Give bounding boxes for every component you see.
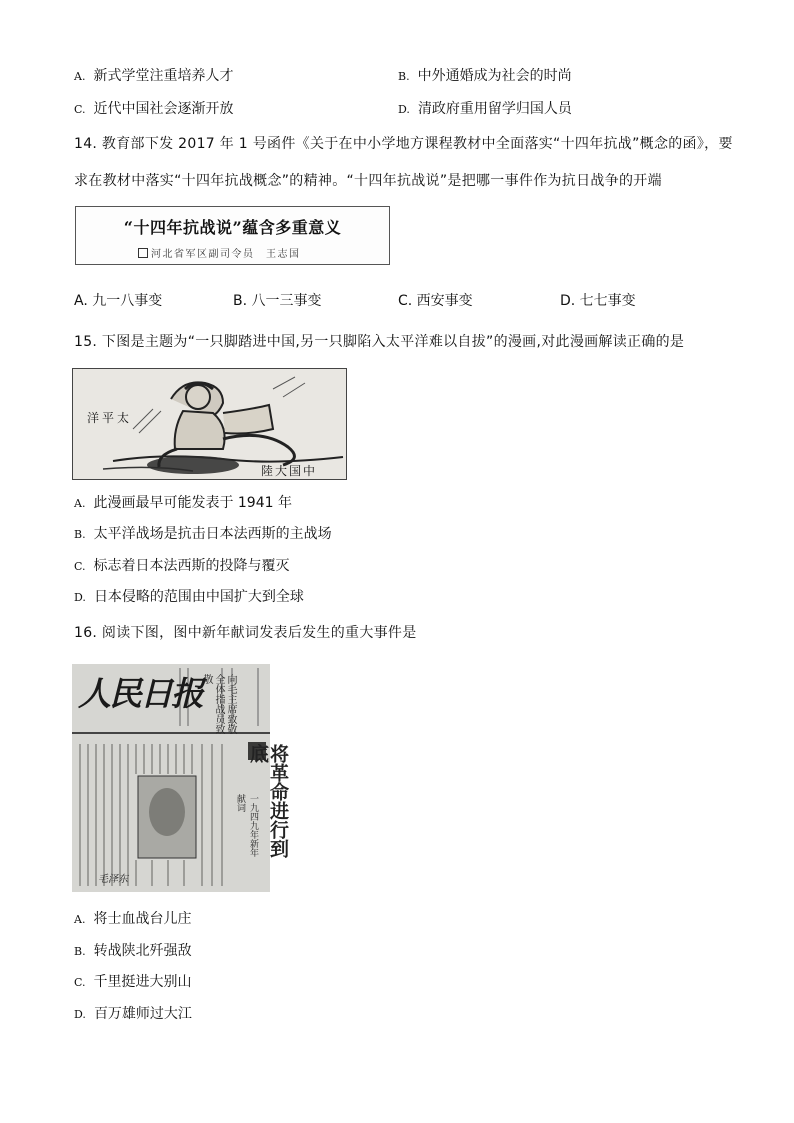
option-text: 百万雄师过大江	[93, 1006, 192, 1022]
q15-cartoon	[72, 368, 347, 480]
q15-option-d	[74, 588, 304, 607]
newspaper-signature: 毛泽东	[98, 874, 128, 885]
q14-option-a: A. 九一八事变	[74, 293, 163, 309]
option-text: 千里挺进大别山	[93, 974, 192, 990]
clipping-byline	[138, 245, 301, 260]
option-key: A.	[74, 497, 86, 510]
q16-option-c	[74, 973, 192, 992]
option-key: C.	[74, 103, 86, 116]
option-text: 新式学堂注重培养人才	[93, 68, 234, 84]
q13-option-a	[74, 67, 233, 86]
option-key: B.	[74, 945, 86, 958]
cartoon-label-china: 陸大国中	[261, 464, 318, 478]
option-text: 清政府重用留学归国人员	[417, 101, 572, 117]
q13-option-d	[398, 100, 572, 119]
q13-option-c	[74, 100, 234, 119]
byline-text: 河北省军区副司令员 王志国	[151, 249, 301, 260]
newspaper-masthead: 人民日报	[78, 674, 202, 713]
q16-option-b	[74, 942, 192, 961]
option-key: A.	[74, 913, 86, 926]
option-text: 此漫画最早可能发表于 1941 年	[93, 495, 292, 511]
option-key: D.	[398, 103, 410, 116]
newspaper-subhead: 一九四九年新年献词	[235, 794, 258, 857]
q16-stem: 16. 阅读下图，图中新年献词发表后发生的重大事件是	[74, 625, 417, 641]
q15-stem: 15. 下图是主题为“一只脚踏进中国,另一只脚陷入太平洋难以自拔”的漫画,对此漫画解读正确的是	[74, 334, 685, 350]
q14-option-b: B. 八一三事变	[233, 293, 322, 309]
q14-option-c: C. 西安事变	[398, 293, 473, 309]
q15-option-b	[74, 525, 332, 544]
q14-option-d: D. 七七事变	[560, 293, 636, 309]
option-text: 日本侵略的范围由中国扩大到全球	[93, 589, 304, 605]
cartoon-label-pacific: 洋平太	[87, 411, 133, 425]
q16-option-a	[74, 910, 191, 929]
square-icon	[138, 248, 148, 258]
option-key: D.	[74, 1008, 86, 1021]
newspaper-top-text: 向毛主席致敬 全体指战员致敬	[201, 674, 236, 734]
q16-option-d	[74, 1005, 192, 1024]
q14-stem-line1: 14. 教育部下发 2017 年 1 号函件《关于在中小学地方课程教材中全面落实“十四年抗战”概念的函》，要	[74, 136, 733, 152]
option-text: 将士血战台儿庄	[93, 911, 192, 927]
q16-newspaper-image	[72, 664, 289, 892]
q14-newspaper-clipping	[75, 206, 390, 265]
q13-option-b	[398, 67, 572, 86]
q15-option-c	[74, 557, 290, 576]
option-key: C.	[74, 560, 86, 573]
option-key: C.	[74, 976, 86, 989]
option-key: D.	[74, 591, 86, 604]
option-text: 近代中国社会逐渐开放	[93, 101, 234, 117]
option-key: B.	[398, 70, 410, 83]
q15-option-a	[74, 494, 292, 513]
option-text: 太平洋战场是抗击日本法西斯的主战场	[93, 526, 332, 542]
option-text: 中外通婚成为社会的时尚	[417, 68, 572, 84]
newspaper-headline: 将革命进行到底	[247, 744, 289, 858]
q14-stem-line2: 求在教材中落实“十四年抗战概念”的精神。“十四年抗战说”是把哪一事件作为抗日战争的开端	[74, 173, 662, 189]
option-key: A.	[74, 70, 86, 83]
option-text: 标志着日本法西斯的投降与覆灭	[93, 558, 290, 574]
option-text: 转战陕北歼强敌	[93, 943, 192, 959]
option-key: B.	[74, 528, 86, 541]
clipping-headline: “十四年抗战说”蕴含多重意义	[123, 218, 342, 237]
